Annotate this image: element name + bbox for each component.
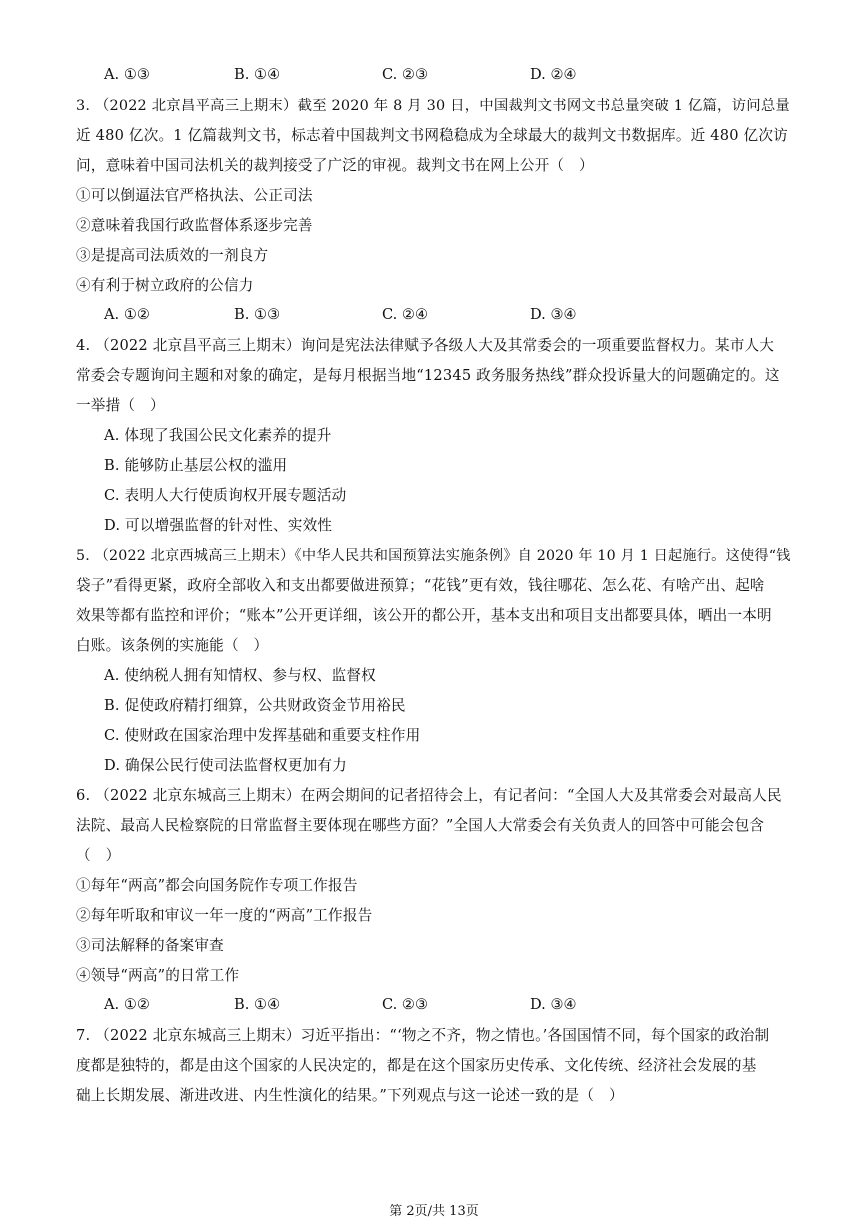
q3-item: ③是提高司法质效的一剂良方 — [76, 247, 269, 264]
option-d: D. ②④ — [530, 66, 577, 83]
option-a: A. ①② — [104, 996, 150, 1013]
option-c: C. ②③ — [382, 66, 429, 83]
q6-item: ①每年“两高”都会向国务院作专项工作报告 — [76, 877, 358, 894]
q3-item: ②意味着我国行政监督体系逐步完善 — [76, 217, 313, 234]
q6-stem-line: 法院、最高人民检察院的日常监督主要体现在哪些方面？”全国人大常委会有关负责人的回答中可能会包含 — [76, 817, 765, 834]
q6-stem-line: 6. （2022 北京东城高三上期末）在两会期间的记者招待会上，有记者问：“全国人大及其常委会对最高人民 — [76, 787, 782, 804]
q6-item: ②每年听取和审议一年一度的“两高”工作报告 — [76, 907, 373, 924]
q5-choice-d: D. 确保公民行使司法监督权更加有力 — [104, 757, 347, 774]
q4-stem-line: 一举措（ ） — [76, 397, 165, 414]
q7-stem-line: 7. （2022 北京东城高三上期末）习近平指出：“‘物之不齐，物之情也。’各国国情不同，每个国家的政治制 — [76, 1027, 770, 1044]
page-number-footer: 第 2页/共 13页 — [389, 1204, 479, 1219]
q3-stem-line: 3. （2022 北京昌平高三上期末）截至 2020 年 8 月 30 日，中国裁判文书网文书总量突破 1 亿篇，访问总量 — [76, 98, 790, 114]
q5-stem-line: 5. （2022 北京西城高三上期末）《中华人民共和国预算法实施条例》自 2020 年 10 月 1 日起施行。这使得“钱 — [76, 548, 791, 564]
q4-choice-c: C. 表明人大行使质询权开展专题活动 — [104, 487, 347, 504]
q5-choice-c: C. 使财政在国家治理中发挥基础和重要支柱作用 — [104, 727, 421, 744]
q6-item: ④领导“两高”的日常工作 — [76, 967, 240, 984]
option-a: A. ①③ — [104, 66, 150, 83]
option-d: D. ③④ — [530, 996, 577, 1013]
options-row-previous — [104, 66, 764, 86]
q5-stem-line: 袋子”看得更紧，政府全部收入和支出都要做进预算；“花钱”更有效，钱往哪花、怎么花、有啥产出、起啥 — [76, 577, 765, 594]
q7-stem-line: 础上长期发展、渐进改进、内生性演化的结果。”下列观点与这一论述一致的是（ ） — [76, 1087, 624, 1104]
q5-choice-a: A. 使纳税人拥有知情权、参与权、监督权 — [104, 667, 376, 684]
option-b: B. ①④ — [234, 66, 281, 83]
option-c: C. ②④ — [382, 306, 429, 323]
q5-choice-b: B. 促使政府精打细算，公共财政资金节用裕民 — [104, 697, 406, 714]
q4-stem-line: 常委会专题询问主题和对象的确定，是每月根据当地“12345 政务服务热线”群众投诉量大的问题确定的。这 — [76, 367, 780, 384]
q6-stem-line: （ ） — [76, 847, 121, 864]
q4-choice-a: A. 体现了我国公民文化素养的提升 — [104, 427, 332, 444]
q7-stem-line: 度都是独特的，都是由这个国家的人民决定的，都是在这个国家历史传承、文化传统、经济社会发展的基 — [76, 1057, 757, 1074]
q5-stem-line: 白账。该条例的实施能（ ） — [76, 637, 269, 654]
q3-item: ④有利于树立政府的公信力 — [76, 277, 254, 294]
option-a: A. ①② — [104, 306, 150, 323]
q5-stem-line: 效果等都有监控和评价；“账本”公开更详细，该公开的都公开，基本支出和项目支出都要具体，晒出一本明 — [76, 607, 772, 624]
option-b: B. ①④ — [234, 996, 281, 1013]
q4-stem-line: 4. （2022 北京昌平高三上期末）询问是宪法法律赋予各级人大及其常委会的一项重要监督权力。某市人大 — [76, 337, 775, 354]
q6-options-row — [104, 996, 764, 1016]
q6-item: ③司法解释的备案审查 — [76, 937, 224, 954]
q4-choice-d: D. 可以增强监督的针对性、实效性 — [104, 517, 333, 534]
q3-item: ①可以倒逼法官严格执法、公正司法 — [76, 187, 313, 204]
option-d: D. ③④ — [530, 306, 577, 323]
q3-stem-line: 近 480 亿次。1 亿篇裁判文书，标志着中国裁判文书网稳稳成为全球最大的裁判文书数据库。近 480 亿次访 — [76, 127, 788, 144]
q3-options-row — [104, 306, 764, 326]
q3-stem-line: 问，意味着中国司法机关的裁判接受了广泛的审视。裁判文书在网上公开（ ） — [76, 157, 594, 174]
option-c: C. ②③ — [382, 996, 429, 1013]
option-b: B. ①③ — [234, 306, 281, 323]
q4-choice-b: B. 能够防止基层公权的滥用 — [104, 457, 288, 474]
